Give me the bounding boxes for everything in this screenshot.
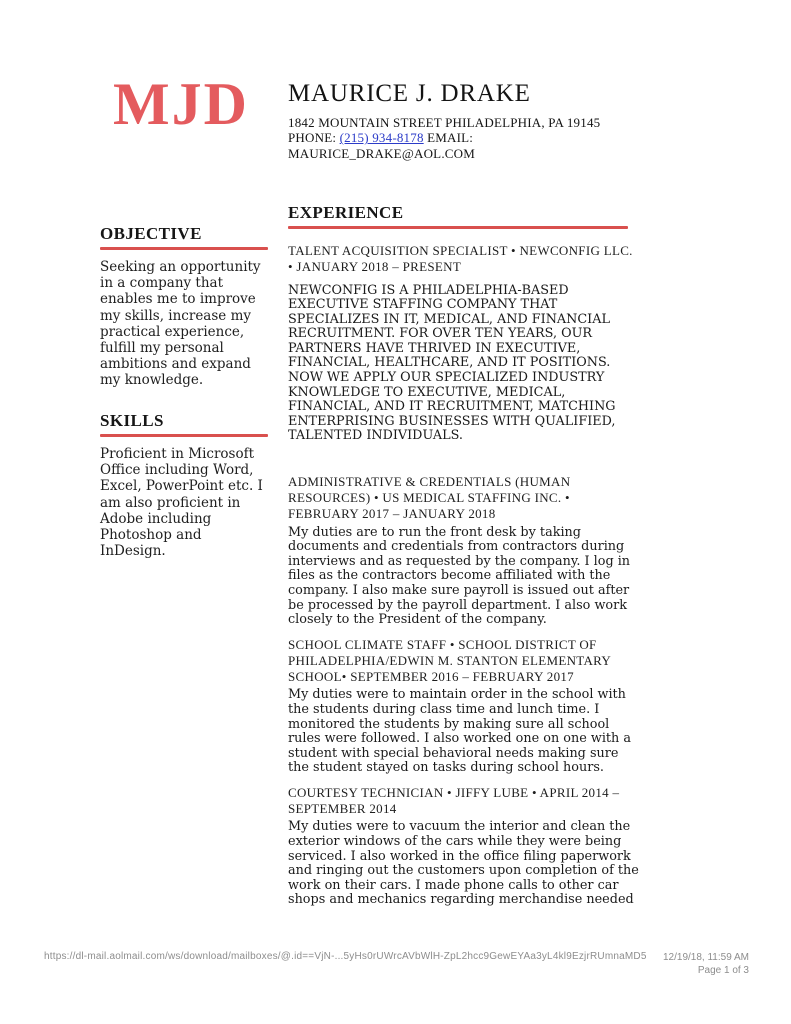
- experience-heading: EXPERIENCE: [288, 203, 404, 222]
- job-description: My duties are to run the front desk by taking documents and credentials from contractors during interviews and as requested by the company. I log in files as the contractors become affiliated with the company. I also make sure payroll is issued out after be processed by the payroll department. I also work closely to the President of the company.: [288, 524, 631, 628]
- experience-section: [288, 203, 640, 908]
- job-entry: [288, 637, 640, 776]
- job-title: COURTESY TECHNICIAN • JIFFY LUBE • APRIL 2014 – SEPTEMBER 2014: [288, 784, 620, 817]
- skills-text: Proficient in Microsoft Office including Word, Excel, PowerPoint etc. I am also proficient in Adobe including Photoshop and InDesign.: [100, 446, 263, 560]
- job-description: NEWCONFIG IS A PHILADELPHIA-BASED EXECUTIVE STAFFING COMPANY THAT SPECIALIZES IN IT, MEDICAL, AND FINANCIAL RECRUITMENT. FOR OVER TEN YEARS, OUR PARTNERS HAVE THRIVED IN EXECUTIVE, FINANCIAL, HEALTHCARE, AND IT POSITIONS. NOW WE APPLY OUR SPECIALIZED INDUSTRY KNOWLEDGE TO EXECUTIVE, MEDICAL, FINANCIAL, AND IT RECRUITMENT, MATCHING ENTERPRISING BUSINESSES WITH QUALIFIED, TALENTED INDIVIDUALS.: [288, 282, 616, 444]
- job-description: My duties were to maintain order in the school with the students during class time and lunch time. I monitored the students by making sure all school rules were followed. I also worked one on one with a student with special behavioral needs making sure the student stayed on tasks during school hours.: [288, 687, 631, 776]
- contact-lines: [288, 115, 618, 163]
- objective-heading: OBJECTIVE: [100, 224, 202, 243]
- address-line: 1842 MOUNTAIN STREET PHILADELPHIA, PA 19145: [288, 114, 601, 130]
- email-label: EMAIL:: [423, 130, 474, 146]
- person-name: MAURICE J. DRAKE: [288, 80, 531, 107]
- objective-text: Seeking an opportunity in a company that enables me to improve my skills, increase my practical experience, fulfill my personal ambitions and expand my knowledge.: [100, 259, 261, 389]
- skills-section: [100, 411, 268, 559]
- job-title: ADMINISTRATIVE & CREDENTIALS (HUMAN RESOURCES) • US MEDICAL STAFFING INC. • FEBRUARY 2017 – JANUARY 2018: [288, 473, 571, 522]
- footer-page-number: Page 1 of 3: [697, 965, 749, 976]
- phone-link[interactable]: (215) 934-8178: [339, 130, 424, 146]
- job-entry: [288, 474, 640, 628]
- footer-meta: [663, 951, 749, 977]
- job-title: TALENT ACQUISITION SPECIALIST • NEWCONFIG LLC. • JANUARY 2018 – PRESENT: [288, 243, 633, 275]
- experience-heading-rule: [288, 226, 628, 229]
- header-contact-block: [288, 80, 628, 162]
- skills-heading-rule: [100, 434, 268, 437]
- job-entry: [288, 785, 640, 908]
- footer-datetime: 12/19/18, 11:59 AM: [663, 952, 749, 963]
- job-entry: [288, 243, 640, 444]
- job-title: SCHOOL CLIMATE STAFF • SCHOOL DISTRICT OF PHILADELPHIA/EDWIN M. STANTON ELEMENTARY SCHOOL• SEPTEMBER 2016 – FEBRUARY 2017: [288, 636, 611, 685]
- footer-url: https://dl-mail.aolmail.com/ws/download/mailboxes/@.id==VjN-...5yHs0rUWrcAVbWlH-ZpL2hcc9GewEYAa3yL4kl9EzjrRUmnaMD5: [44, 951, 647, 962]
- phone-label: PHONE:: [288, 130, 340, 146]
- objective-heading-rule: [100, 247, 268, 250]
- job-description: My duties were to vacuum the interior and clean the exterior windows of the cars while they were being serviced. I also worked in the office filing paperwork and ringing out the customers upon completion of the work on their cars. I made phone calls to other car shops and mechanics regarding merchandise needed: [288, 819, 639, 908]
- email-address: MAURICE_DRAKE@AOL.COM: [288, 146, 475, 162]
- monogram-logo: MJD: [113, 71, 249, 137]
- skills-heading: SKILLS: [100, 411, 164, 430]
- objective-section: [100, 224, 268, 389]
